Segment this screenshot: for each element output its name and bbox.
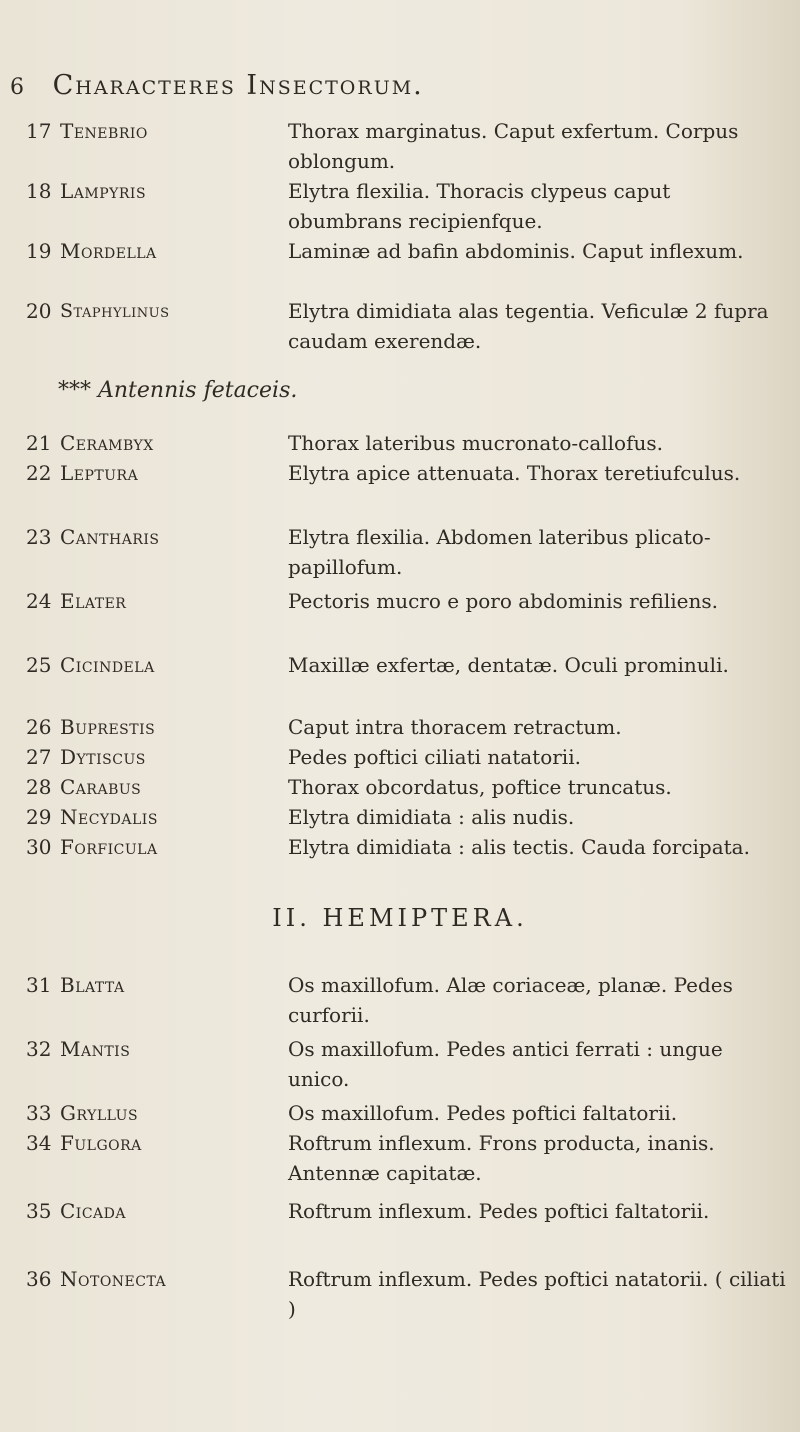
genus-name: Forficula (60, 835, 158, 859)
entry-number: 18 (26, 179, 52, 203)
genus-name: Tenebrio (60, 119, 148, 143)
entry-number: 26 (26, 715, 52, 739)
genus-description: Elytra flexilia. Thoracis clypeus caput obumbrans recipienfque. (288, 179, 671, 233)
genus-description: Thorax lateribus mucronato-callofus. (288, 431, 663, 455)
section-heading: II. HEMIPTERA. (272, 904, 528, 932)
genus-description: Os maxillofum. Pedes antici ferrati : ungue unico. (288, 1037, 723, 1091)
genus-name: Buprestis (60, 715, 156, 739)
entry-number: 21 (26, 431, 52, 455)
entry-number: 31 (26, 973, 52, 997)
genus-description: Elytra dimidiata : alis tectis. Cauda forcipata. (288, 835, 750, 859)
genus-description: Thorax marginatus. Caput exfertum. Corpus oblongum. (288, 119, 739, 173)
page-header (10, 70, 770, 101)
entry-number: 36 (26, 1267, 52, 1291)
genus-description: Thorax obcordatus, poftice truncatus. (288, 775, 672, 799)
genus-description: Caput intra thoracem retractum. (288, 715, 622, 739)
genus-description: Os maxillofum. Alæ coriaceæ, planæ. Pedes curforii. (288, 973, 733, 1027)
subheading-text: *** Antennis fetaceis. (58, 378, 298, 403)
genus-name: Necydalis (60, 805, 158, 829)
genus-name: Dytiscus (60, 745, 146, 769)
genus-description: Elytra apice attenuata. Thorax teretiufculus. (288, 461, 741, 485)
entry-number: 24 (26, 589, 52, 613)
genus-name: Notonecta (60, 1267, 167, 1291)
genus-description: Elytra dimidiata alas tegentia. Veficulæ 2 fupra caudam exerendæ. (288, 299, 769, 353)
genus-name: Cicindela (60, 653, 155, 677)
running-title: Characteres Insectorum. (52, 70, 424, 101)
entry-number: 27 (26, 745, 52, 769)
genus-name: Lampyris (60, 179, 147, 203)
genus-name: Elater (60, 589, 127, 613)
genus-description: Elytra flexilia. Abdomen lateribus plicato-papillofum. (288, 525, 711, 579)
genus-name: Cerambyx (60, 431, 154, 455)
entry-number: 28 (26, 775, 52, 799)
genus-description: Os maxillofum. Pedes poftici faltatorii. (288, 1101, 678, 1125)
genus-name: Carabus (60, 775, 142, 799)
genus-description: Roftrum inflexum. Pedes poftici natatorii. ( ciliati ) (288, 1267, 786, 1321)
entry-number: 19 (26, 239, 52, 263)
genus-name: Staphylinus (60, 300, 170, 322)
entry-number: 20 (26, 299, 52, 323)
entry-number: 25 (26, 653, 52, 677)
entry-number: 33 (26, 1101, 52, 1125)
entry-number: 34 (26, 1131, 52, 1155)
entry-number: 23 (26, 525, 52, 549)
genus-name: Gryllus (60, 1101, 139, 1125)
entry-number: 32 (26, 1037, 52, 1061)
genus-name: Cicada (60, 1199, 126, 1223)
genus-name: Mantis (60, 1037, 131, 1061)
genus-description: Laminæ ad bafin abdominis. Caput inflexum. (288, 239, 744, 263)
entry-number: 17 (26, 119, 52, 143)
page-number: 6 (10, 75, 26, 100)
genus-name: Cantharis (60, 525, 160, 549)
genus-description: Roftrum inflexum. Pedes poftici faltatorii. (288, 1199, 710, 1223)
genus-description: Maxillæ exfertæ, dentatæ. Oculi prominuli. (288, 653, 729, 677)
genus-name: Leptura (60, 461, 139, 485)
genus-name: Blatta (60, 973, 125, 997)
entry-number: 30 (26, 835, 52, 859)
genus-description: Pedes poftici ciliati natatorii. (288, 745, 581, 769)
entry-number: 22 (26, 461, 52, 485)
genus-description: Roftrum inflexum. Frons producta, inanis. Antennæ capitatæ. (288, 1131, 715, 1185)
genus-name: Fulgora (60, 1131, 142, 1155)
subheading (58, 378, 297, 403)
entry-number: 35 (26, 1199, 52, 1223)
genus-description: Pectoris mucro e poro abdominis refiliens. (288, 589, 718, 613)
entry-number: 29 (26, 805, 52, 829)
genus-description: Elytra dimidiata : alis nudis. (288, 805, 575, 829)
genus-name: Mordella (60, 239, 157, 263)
